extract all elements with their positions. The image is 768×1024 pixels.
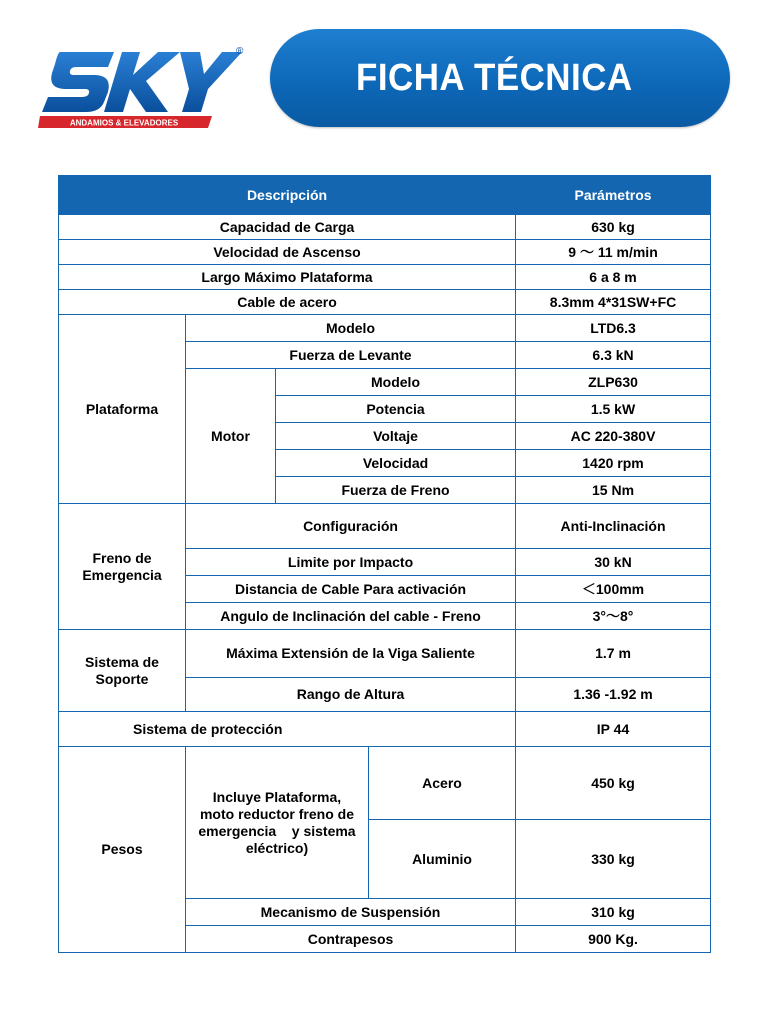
pesos-incluye-line1: Incluye Plataforma, bbox=[212, 788, 342, 805]
row-value: Anti-Inclinación bbox=[516, 504, 711, 549]
group-freno-emergencia bbox=[59, 504, 186, 630]
row-label: Capacidad de Carga bbox=[59, 215, 516, 240]
group-motor: Motor bbox=[186, 369, 276, 504]
table-header-row bbox=[59, 176, 711, 215]
row-value: IP 44 bbox=[516, 712, 711, 747]
row-label: Limite por Impacto bbox=[186, 549, 516, 576]
table-row bbox=[59, 712, 711, 747]
title-banner bbox=[270, 29, 730, 127]
row-value: 6 a 8 m bbox=[516, 265, 711, 290]
table-row bbox=[59, 747, 711, 820]
row-value: 1.5 kW bbox=[516, 396, 711, 423]
table-row bbox=[59, 630, 711, 678]
row-label: Velocidad bbox=[276, 450, 516, 477]
row-value: 450 kg bbox=[516, 747, 711, 820]
logo-tagline: ANDAMIOS & ELEVADORES bbox=[69, 118, 179, 128]
group-plataforma: Plataforma bbox=[59, 315, 186, 504]
pesos-incluye bbox=[186, 747, 369, 899]
pesos-incluye-line3: emergencia y sistema bbox=[198, 822, 356, 839]
row-value: 30 kN bbox=[516, 549, 711, 576]
registered-mark: ® bbox=[236, 46, 244, 57]
group-freno-line2: Emergencia bbox=[82, 566, 162, 583]
row-label: Voltaje bbox=[276, 423, 516, 450]
row-value: AC 220-380V bbox=[516, 423, 711, 450]
row-value: 8.3mm 4*31SW+FC bbox=[516, 290, 711, 315]
row-label: Cable de acero bbox=[59, 290, 516, 315]
row-label: Angulo de Inclinación del cable - Freno bbox=[186, 603, 516, 630]
row-label: Contrapesos bbox=[186, 926, 516, 953]
row-value: ZLP630 bbox=[516, 369, 711, 396]
row-label: Velocidad de Ascenso bbox=[59, 240, 516, 265]
row-label: Modelo bbox=[276, 369, 516, 396]
row-value: 15 Nm bbox=[516, 477, 711, 504]
header-parametros: Parámetros bbox=[516, 176, 711, 215]
table-row bbox=[59, 215, 711, 240]
sky-logo bbox=[38, 40, 248, 132]
row-label: Fuerza de Levante bbox=[186, 342, 516, 369]
row-label: Fuerza de Freno bbox=[276, 477, 516, 504]
group-pesos: Pesos bbox=[59, 747, 186, 953]
group-soporte-line2: Soporte bbox=[95, 670, 149, 687]
row-label: Largo Máximo Plataforma bbox=[59, 265, 516, 290]
table-row bbox=[59, 290, 711, 315]
table-row bbox=[59, 240, 711, 265]
pesos-incluye-line2: moto reductor freno de bbox=[199, 805, 354, 822]
row-label: Acero bbox=[369, 747, 516, 820]
row-value: 330 kg bbox=[516, 820, 711, 899]
group-soporte bbox=[59, 630, 186, 712]
row-value: 9 ～ 11 m/min bbox=[516, 240, 711, 265]
row-value: ＜100mm bbox=[516, 576, 711, 603]
row-value: 310 kg bbox=[516, 899, 711, 926]
group-freno-line1: Freno de bbox=[92, 549, 152, 566]
row-value: 6.3 kN bbox=[516, 342, 711, 369]
row-value: 1.7 m bbox=[516, 630, 711, 678]
row-label: Sistema de protección bbox=[59, 712, 516, 747]
row-value: 1.36 -1.92 m bbox=[516, 678, 711, 712]
sky-logo-graphic bbox=[38, 40, 248, 132]
spec-table bbox=[58, 175, 711, 953]
row-value: 630 kg bbox=[516, 215, 711, 240]
table-row bbox=[59, 265, 711, 290]
row-label: Configuración bbox=[186, 504, 516, 549]
row-label: Aluminio bbox=[369, 820, 516, 899]
row-value: 1420 rpm bbox=[516, 450, 711, 477]
page-title: FICHA TÉCNICA bbox=[355, 56, 633, 99]
row-value: 3°～8° bbox=[516, 603, 711, 630]
row-label: Potencia bbox=[276, 396, 516, 423]
pesos-incluye-line4: eléctrico) bbox=[245, 839, 309, 856]
row-label: Modelo bbox=[186, 315, 516, 342]
table-row bbox=[59, 504, 711, 549]
header-descripcion: Descripción bbox=[59, 176, 516, 215]
row-label: Rango de Altura bbox=[186, 678, 516, 712]
group-soporte-line1: Sistema de bbox=[85, 653, 159, 670]
row-label: Distancia de Cable Para activación bbox=[186, 576, 516, 603]
row-label: Mecanismo de Suspensión bbox=[186, 899, 516, 926]
row-value: LTD6.3 bbox=[516, 315, 711, 342]
table-row bbox=[59, 315, 711, 342]
row-value: 900 Kg. bbox=[516, 926, 711, 953]
row-label: Máxima Extensión de la Viga Saliente bbox=[186, 630, 516, 678]
